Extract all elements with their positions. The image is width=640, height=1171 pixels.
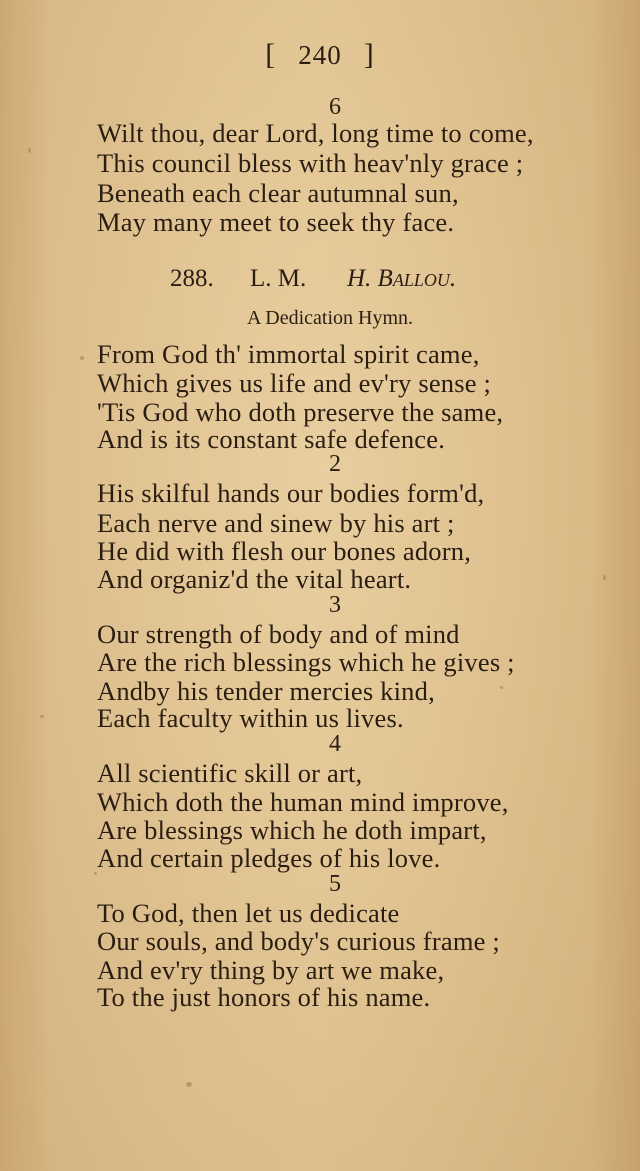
verse-line: Beneath each clear autumnal sun, (97, 178, 459, 208)
verse-line: Our strength of body and of mind (97, 619, 460, 649)
verse-line: Are blessings which he doth impart, (97, 815, 487, 845)
paper-speck (80, 356, 84, 360)
hymn-number: 288. (170, 265, 214, 292)
verse-line: 'Tis God who doth preserve the same, (97, 397, 504, 427)
verse-line: And certain pledges of his love. (97, 843, 441, 873)
verse-line: Which gives us life and ev'ry sense ; (97, 368, 492, 398)
verse-line: Wilt thou, dear Lord, long time to come, (97, 118, 534, 148)
verse-line: Andby his tender mercies kind, (97, 676, 435, 706)
stanza-number: 4 (329, 731, 341, 757)
stanza-number: 5 (329, 871, 341, 897)
verse-line: Are the rich blessings which he gives ; (97, 647, 515, 677)
hymn-meter: L. M. (250, 265, 307, 292)
paper-speck (603, 575, 606, 580)
verse-line: To God, then let us dedicate (97, 898, 400, 928)
verse-line: All scientific skill or art, (97, 758, 363, 788)
paper-speck (186, 1082, 192, 1087)
verse-line: And ev'ry thing by art we make, (97, 955, 445, 985)
stanza-number: 2 (329, 451, 341, 477)
verse-line: Our souls, and body's curious frame ; (97, 926, 500, 956)
verse-line: From God th' immortal spirit came, (97, 339, 480, 369)
page-header (0, 38, 640, 72)
stanza-number: 3 (329, 592, 341, 618)
verse-line: His skilful hands our bodies form'd, (97, 478, 485, 508)
hymn-title: A Dedication Hymn. (246, 307, 414, 329)
verse-line: Each faculty within us lives. (97, 703, 404, 733)
verse-line: And organiz'd the vital heart. (97, 564, 412, 594)
bracket-close: ] (363, 38, 375, 71)
verse-line: Which doth the human mind improve, (97, 787, 509, 817)
hymn-author: H. Ballou. (347, 265, 457, 292)
verse-line: He did with flesh our bones adorn, (97, 536, 472, 566)
verse-line: To the just honors of his name. (97, 982, 431, 1012)
verse-line: Each nerve and sinew by his art ; (97, 508, 455, 538)
paper-speck (40, 715, 44, 718)
stanza-number: 6 (329, 94, 341, 120)
paper-speck (500, 686, 503, 689)
bracket-open: [ (265, 38, 277, 71)
paper-speck (28, 148, 31, 153)
verse-line: And is its constant safe defence. (97, 424, 446, 454)
verse-line: This council bless with heav'nly grace ; (97, 148, 524, 178)
page-number: 240 (298, 40, 342, 70)
verse-line: May many meet to seek thy face. (97, 207, 455, 237)
